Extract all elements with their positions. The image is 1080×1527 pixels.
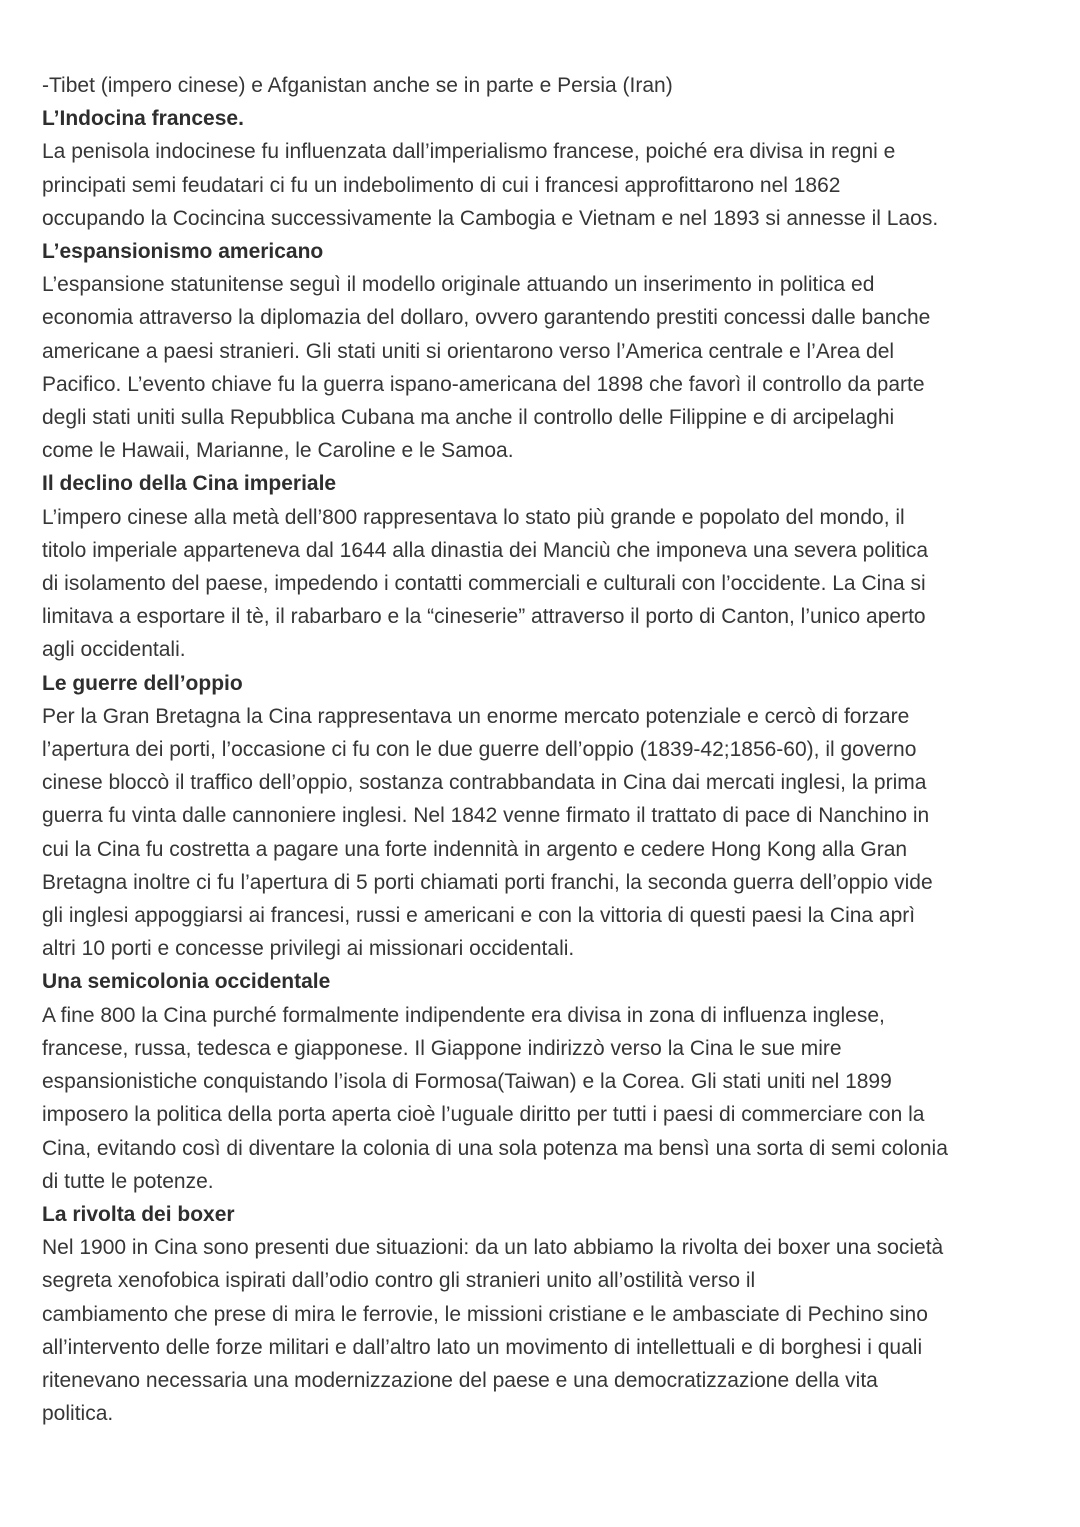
paragraph-line: altri 10 porti e concesse privilegi ai missionari occidentali. (42, 937, 575, 961)
paragraph-line: americane a paesi stranieri. Gli stati uniti si orientarono verso l’America centrale e l’Area del (42, 339, 895, 363)
paragraph-line: politica. (42, 1402, 114, 1426)
document-page (42, 69, 1042, 1430)
paragraph-line: Per la Gran Bretagna la Cina rappresentava un enorme mercato potenziale e cercò di forzare (42, 704, 910, 728)
paragraph-line: francese, russa, tedesca e giapponese. Il Giappone indirizzò verso la Cina le sue mire (42, 1036, 842, 1060)
paragraph-line: agli occidentali. (42, 638, 186, 662)
section-indocina (42, 102, 1042, 235)
section-heading: L’Indocina francese. (42, 107, 244, 131)
paragraph-line: espansionistiche conquistando l’isola di Formosa(Taiwan) e la Corea. Gli stati uniti nel 1899 (42, 1070, 892, 1094)
paragraph-line: Bretagna inoltre ci fu l’apertura di 5 porti chiamati porti franchi, la seconda guerra dell’oppio vide (42, 870, 933, 894)
paragraph-line: segreta xenofobica ispirati dall’odio contro gli stranieri unito all’ostilità verso il (42, 1269, 756, 1293)
paragraph-line: L’espansione statunitense seguì il modello originale attuando un inserimento in politica ed (42, 273, 875, 297)
paragraph-line: economia attraverso la diplomazia del dollaro, ovvero garantendo prestiti concessi dalle banche (42, 306, 931, 330)
paragraph-line: guerra fu vinta dalle cannoniere inglesi. Nel 1842 venne firmato il trattato di pace di Nanchino in (42, 804, 930, 828)
paragraph-line: La penisola indocinese fu influenzata dall’imperialismo francese, poiché era divisa in regni e (42, 140, 896, 164)
section-espansionismo-americano (42, 235, 1042, 467)
paragraph-line: A fine 800 la Cina purché formalmente indipendente era divisa in zona di influenza inglese, (42, 1003, 885, 1027)
section-guerre-oppio (42, 667, 1042, 966)
paragraph-line: Nel 1900 in Cina sono presenti due situazioni: da un lato abbiamo la rivolta dei boxer una società (42, 1236, 944, 1260)
paragraph-line: L’impero cinese alla metà dell’800 rappresentava lo stato più grande e popolato del mondo, il (42, 505, 905, 529)
section-heading: L’espansionismo americano (42, 240, 324, 264)
section-semicolonia (42, 965, 1042, 1197)
intro-line: -Tibet (impero cinese) e Afganistan anche se in parte e Persia (Iran) (42, 74, 673, 97)
paragraph-line: Pacifico. L’evento chiave fu la guerra ispano-americana del 1898 che favorì il controllo da parte (42, 372, 925, 396)
paragraph-line: cui la Cina fu costretta a pagare una forte indennità in argento e cedere Hong Kong alla Gran (42, 837, 908, 861)
paragraph-line: gli inglesi appoggiarsi ai francesi, russi e americani e con la vittoria di questi paesi la Cina aprì (42, 904, 916, 928)
section-heading: Il declino della Cina imperiale (42, 472, 337, 496)
section-heading: Le guerre dell’oppio (42, 671, 243, 695)
paragraph-line: Cina, evitando così di diventare la colonia di una sola potenza ma bensì una sorta di semi colonia (42, 1136, 948, 1160)
paragraph-line: cinese bloccò il traffico dell’oppio, sostanza contrabbandata in Cina dai mercati inglesi, la prima (42, 771, 927, 795)
section-heading: La rivolta dei boxer (42, 1202, 235, 1226)
section-rivolta-boxer (42, 1198, 1042, 1430)
paragraph-line: cambiamento che prese di mira le ferrovie, le missioni cristiane e le ambasciate di Pechino sino (42, 1302, 928, 1326)
paragraph-line: di tutte le potenze. (42, 1169, 214, 1193)
paragraph-line: degli stati uniti sulla Repubblica Cubana ma anche il controllo delle Filippine e di arcipelaghi (42, 406, 895, 430)
paragraph-line: come le Hawaii, Marianne, le Caroline e le Samoa. (42, 439, 514, 463)
paragraph-line: titolo imperiale apparteneva dal 1644 alla dinastia dei Manciù che imponeva una severa politica (42, 538, 929, 562)
section-heading: Una semicolonia occidentale (42, 970, 331, 994)
paragraph-line: limitava a esportare il tè, il rabarbaro e la “cineserie” attraverso il porto di Canton, l’unico aperto (42, 605, 926, 629)
paragraph-line: ritenevano necessaria una modernizzazione del paese e una democratizzazione della vita (42, 1368, 878, 1392)
paragraph-line: principati semi feudatari ci fu un indebolimento di cui i francesi approfittarono nel 1862 (42, 173, 841, 197)
section-declino-cina (42, 467, 1042, 666)
paragraph-line: occupando la Cocincina successivamente la Cambogia e Vietnam e nel 1893 si annesse il Laos. (42, 206, 939, 230)
paragraph-line: l’apertura dei porti, l’occasione ci fu con le due guerre dell’oppio (1839-42;1856-60), il governo (42, 738, 917, 762)
paragraph-line: all’intervento delle forze militari e dall’altro lato un movimento di intellettuali e di borghesi i quali (42, 1335, 923, 1359)
paragraph-line: di isolamento del paese, impedendo i contatti commerciali e culturali con l’occidente. La Cina si (42, 572, 926, 596)
paragraph-line: imposero la politica della porta aperta cioè l’uguale diritto per tutti i paesi di commerciare con la (42, 1103, 925, 1127)
